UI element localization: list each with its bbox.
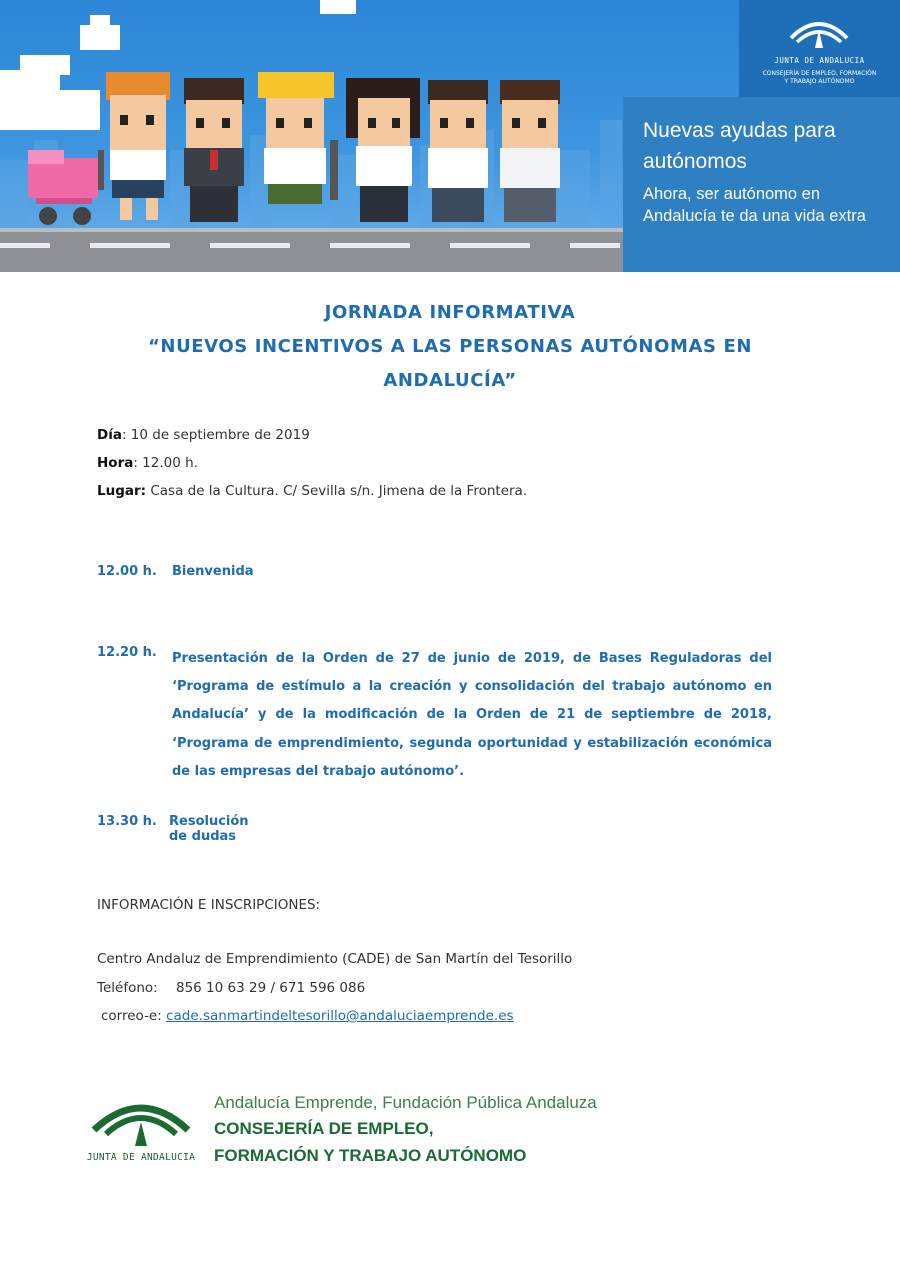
junta-andalucia-arch-icon <box>739 0 900 56</box>
logo-dept-line2: Y TRABAJO AUTÓNOMO <box>784 78 855 85</box>
day-value: : 10 de septiembre de 2019 <box>121 427 310 443</box>
schedule-text: Resolución de dudas <box>169 814 249 844</box>
footer-line2: CONSEJERÍA DE EMPLEO, <box>214 1119 434 1138</box>
footer-line1: Andalucía Emprende, Fundación Pública Andaluza <box>214 1093 597 1112</box>
road-line <box>570 243 620 248</box>
contact-email <box>101 1008 514 1024</box>
phone-label: Teléfono: <box>97 980 158 996</box>
event-day <box>97 421 527 449</box>
schedule-text: Bienvenida <box>172 564 254 579</box>
road-line <box>450 243 530 248</box>
road-line <box>0 243 50 248</box>
day-label: Día <box>97 427 122 443</box>
contact-center: Centro Andaluz de Emprendimiento (CADE) de San Martín del Tesorillo <box>97 951 573 967</box>
contact-phone <box>97 980 365 996</box>
promo-panel <box>623 97 900 272</box>
place-label: Lugar: <box>97 483 147 499</box>
time-label: Hora <box>97 455 134 471</box>
schedule-time: 12.00 h. <box>97 564 157 579</box>
event-details <box>97 421 527 505</box>
schedule-time: 12.20 h. <box>97 645 157 660</box>
promo-title: Nuevas ayudas para autónomos <box>643 119 836 173</box>
title-line2: “NUEVOS INCENTIVOS A LAS PERSONAS AUTÓNOMAS EN ANDALUCÍA” <box>147 336 753 391</box>
time-value: : 12.00 h. <box>133 455 198 471</box>
page-title <box>0 296 900 398</box>
pram-icon <box>28 150 104 225</box>
schedule-time: 13.30 h. <box>97 814 157 829</box>
footer-organization <box>214 1091 597 1169</box>
junta-andalucia-footer-logo-icon <box>86 1088 196 1152</box>
email-label: correo-e: <box>101 1008 162 1024</box>
junta-andalucia-logo-box <box>739 0 900 97</box>
road-line <box>90 243 170 248</box>
schedule-text: Presentación de la Orden de 27 de junio de 2019, de Bases Reguladoras del ‘Programa de estímulo a la creación y consolidación del trabajo autónomo en Andalucía’ y de la modificación de la Orden de 21 de septiembre de 2018, ‘Programa de emprendimiento, segunda oportunidad y estabilización económica de las empresas del trabajo autónomo’. <box>172 651 772 779</box>
promo-subtitle: Ahora, ser autónomo en Andalucía te da una vida extra <box>643 185 866 225</box>
header-banner <box>0 0 900 272</box>
footer-line3: FORMACIÓN Y TRABAJO AUTÓNOMO <box>214 1146 527 1165</box>
logo-dept-line1: CONSEJERÍA DE EMPLEO, FORMACIÓN <box>762 70 877 77</box>
road-line <box>210 243 290 248</box>
email-link[interactable]: cade.sanmartindeltesorillo@andaluciaemprende.es <box>166 1008 514 1024</box>
phone-value: 856 10 63 29 / 671 596 086 <box>176 980 366 996</box>
place-value: Casa de la Cultura. C/ Sevilla s/n. Jimena de la Frontera. <box>146 483 528 499</box>
logo-name: JUNTA DE ANDALUCIA <box>774 56 865 65</box>
logo-department <box>739 70 900 86</box>
road-line <box>330 243 410 248</box>
event-time <box>97 449 527 477</box>
title-line1: JORNADA INFORMATIVA <box>324 302 576 323</box>
event-place <box>97 477 527 505</box>
footer-logo-label: JUNTA DE ANDALUCIA <box>86 1152 196 1163</box>
contact-header: INFORMACIÓN E INSCRIPCIONES: <box>97 897 321 913</box>
